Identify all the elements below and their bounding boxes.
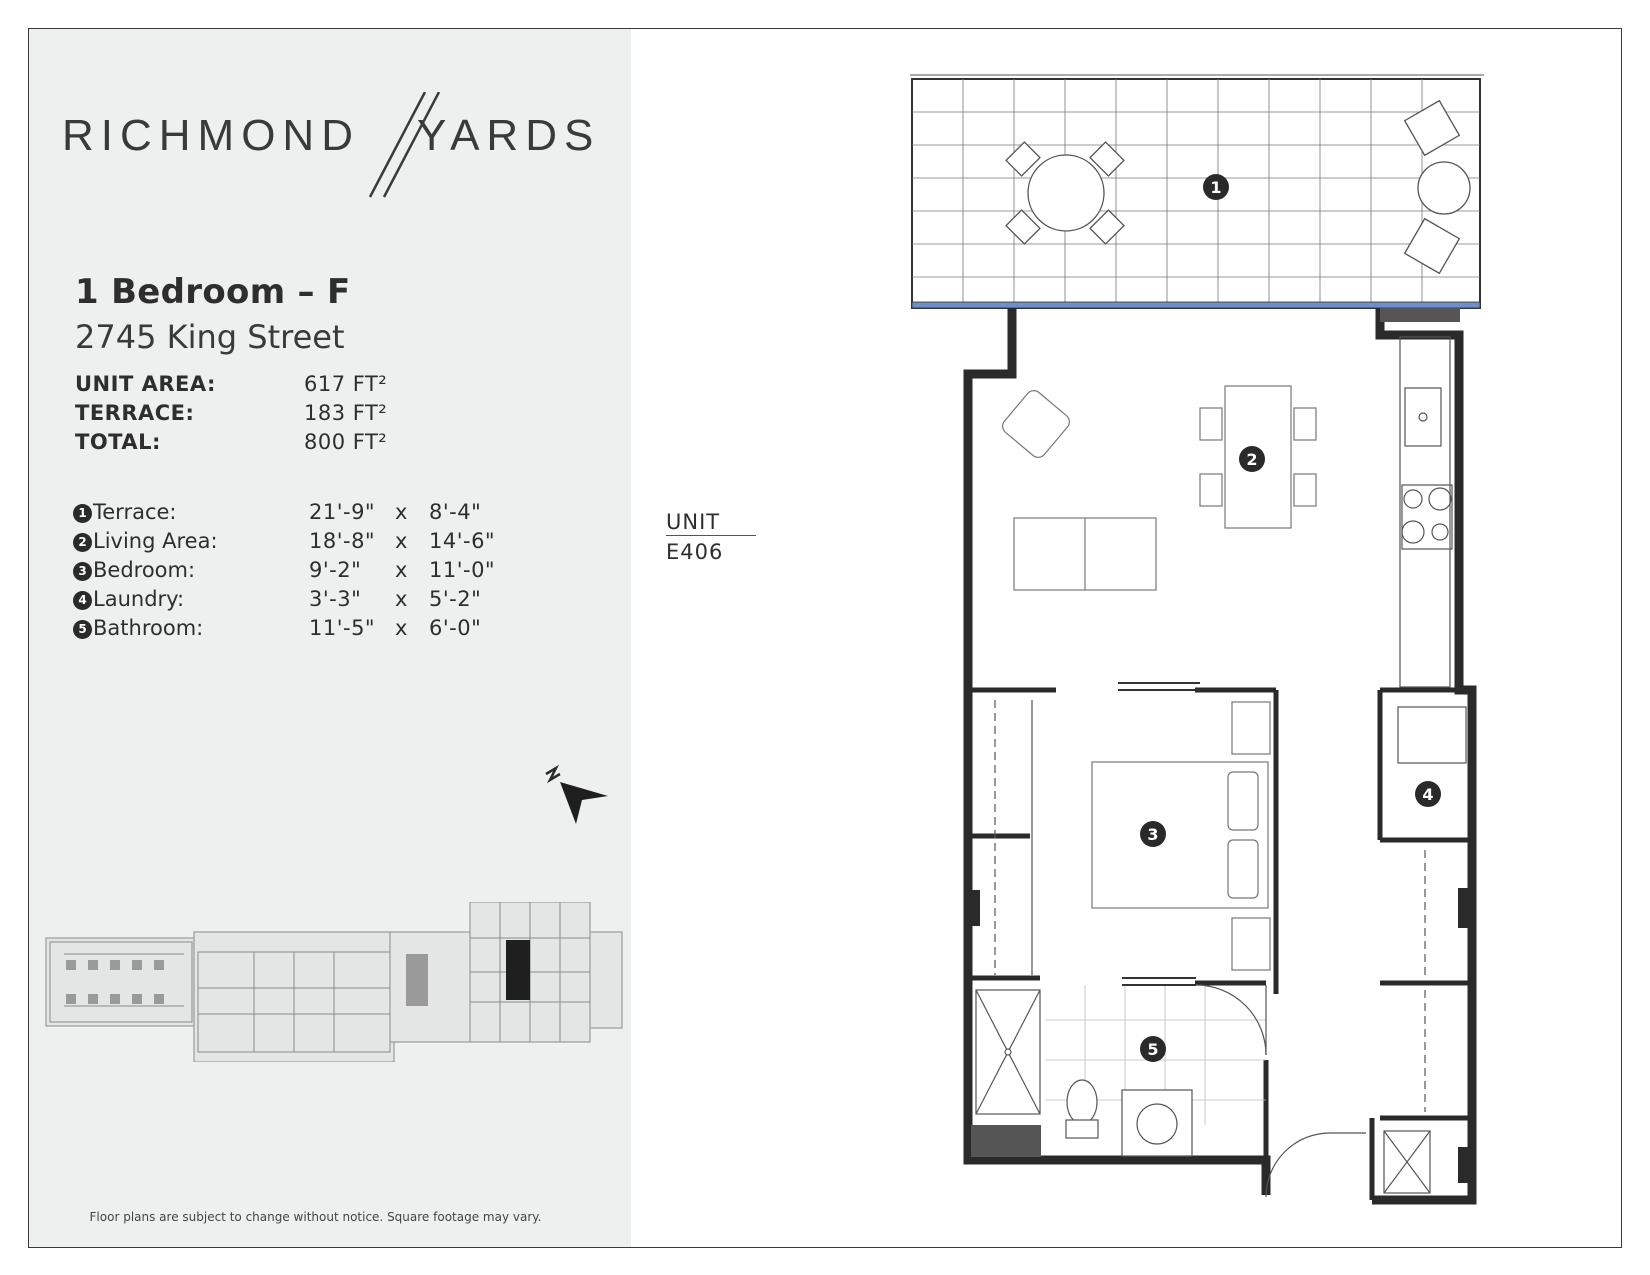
room-times: x bbox=[395, 558, 408, 582]
room-times: x bbox=[395, 587, 408, 611]
building-key-plan bbox=[44, 902, 624, 1062]
area-value: 800 FT² bbox=[304, 430, 388, 454]
room-number-badge: 3 bbox=[73, 562, 92, 581]
room-width: 3'-3" bbox=[309, 587, 362, 611]
room-name: Terrace: bbox=[93, 500, 177, 524]
bathroom bbox=[976, 985, 1366, 1197]
room-depth: 5'-2" bbox=[429, 587, 482, 611]
room-number-badge: 1 bbox=[73, 504, 92, 523]
marker-4-text: 4 bbox=[1422, 785, 1434, 804]
area-label: TERRACE: bbox=[75, 401, 195, 425]
marker-1-text: 1 bbox=[1210, 178, 1222, 197]
logo-text-left: RICHMOND bbox=[62, 111, 360, 160]
room-name: Living Area: bbox=[93, 529, 218, 553]
marker-5-text: 5 bbox=[1147, 1040, 1159, 1059]
disclaimer: Floor plans are subject to change without notice. Square footage may vary. bbox=[89, 1210, 542, 1224]
room-depth: 14'-6" bbox=[429, 529, 496, 553]
richmond-yards-logo bbox=[62, 92, 602, 207]
north-arrow-icon bbox=[540, 762, 610, 826]
room-width: 9'-2" bbox=[309, 558, 362, 582]
area-value: 617 FT² bbox=[304, 372, 388, 396]
room-width: 11'-5" bbox=[309, 616, 376, 640]
room-width: 18'-8" bbox=[309, 529, 376, 553]
room-name: Bedroom: bbox=[93, 558, 196, 582]
unit-label: UNIT bbox=[666, 510, 756, 536]
room-depth: 6'-0" bbox=[429, 616, 482, 640]
room-times: x bbox=[395, 500, 408, 524]
area-label: UNIT AREA: bbox=[75, 372, 216, 396]
marker-3-text: 3 bbox=[1147, 825, 1159, 844]
room-name: Bathroom: bbox=[93, 616, 204, 640]
bedroom-furniture bbox=[995, 700, 1270, 975]
room-times: x bbox=[395, 616, 408, 640]
room-depth: 11'-0" bbox=[429, 558, 496, 582]
floor-plan bbox=[900, 70, 1490, 1215]
kitchen bbox=[1400, 337, 1452, 687]
room-depth: 8'-4" bbox=[429, 500, 482, 524]
room-width: 21'-9" bbox=[309, 500, 376, 524]
room-number-badge: 5 bbox=[73, 620, 92, 639]
area-label: TOTAL: bbox=[75, 430, 161, 454]
unit-number: E406 bbox=[666, 540, 724, 564]
logo-text-right: YARDS bbox=[417, 111, 601, 160]
terrace bbox=[910, 75, 1484, 308]
area-value: 183 FT² bbox=[304, 401, 388, 425]
unit-title: 1 Bedroom – F bbox=[75, 272, 351, 312]
unit-address: 2745 King Street bbox=[75, 318, 345, 356]
room-number-badge: 2 bbox=[73, 533, 92, 552]
room-times: x bbox=[395, 529, 408, 553]
marker-2-text: 2 bbox=[1246, 450, 1258, 469]
room-name: Laundry: bbox=[93, 587, 185, 611]
living-furniture bbox=[999, 386, 1316, 590]
room-number-badge: 4 bbox=[73, 591, 92, 610]
